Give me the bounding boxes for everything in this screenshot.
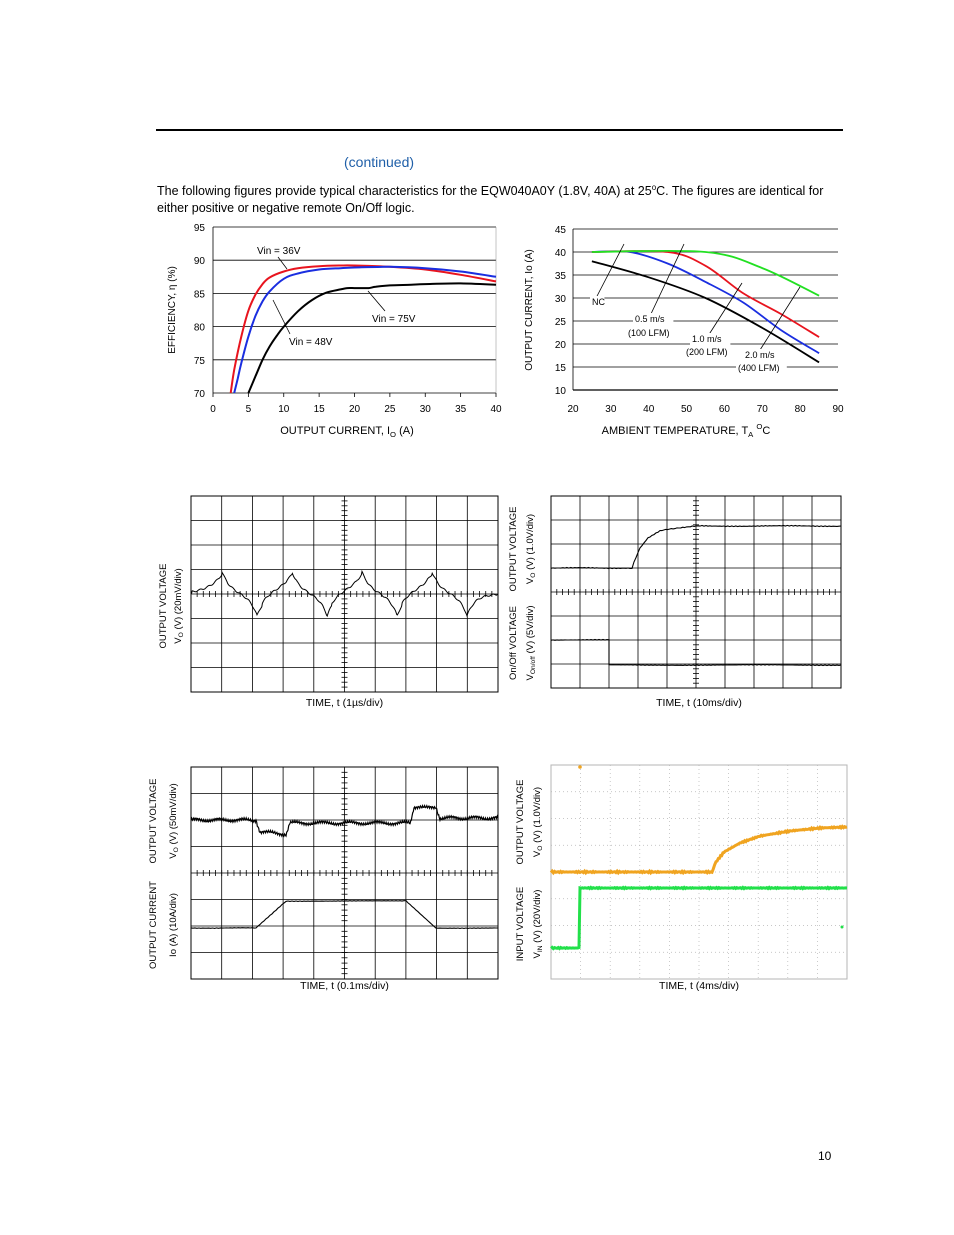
- derate-xtick-label: 90: [832, 404, 844, 415]
- eff-xtick-label: 15: [313, 404, 325, 415]
- transient-y-top-inner-part-1: O: [173, 847, 180, 853]
- intro-text-after: C. The figures are identical for either positive or negative remote On/Off logic.: [157, 184, 824, 216]
- eff-xtick-label: 20: [348, 404, 361, 415]
- inputstart-x-axis-label: TIME, t (4ms/div): [659, 980, 739, 992]
- inputstart-y-top-outer: [515, 780, 526, 865]
- startup-y-top-outer: [508, 507, 519, 592]
- eff-ytick-label: 90: [193, 256, 205, 268]
- derate-xtick-label: 20: [567, 404, 579, 415]
- derate-ytick-label: 20: [554, 340, 566, 351]
- startup-y-top-outer-part-0: OUTPUT VOLTAGE: [508, 506, 519, 592]
- startup-y-bot-inner-part-1: On/off: [530, 656, 537, 675]
- derate-label-05b: (100 LFM): [628, 328, 670, 338]
- inputstart-vo-marker: [578, 765, 582, 769]
- derate-x-axis-label-part-3: O: [756, 422, 763, 431]
- ripple-y-label-outer: [158, 564, 169, 649]
- derate-leader-10: [708, 283, 742, 336]
- derate-label-20b: (400 LFM): [738, 363, 780, 373]
- startup-x-axis-label: TIME, t (10ms/div): [656, 697, 742, 709]
- startup-y-top-inner: [525, 514, 537, 584]
- startup-y-bot-inner: [525, 606, 537, 681]
- eff-y-axis-label: [167, 266, 178, 354]
- inputstart-y-top-inner: [532, 787, 544, 857]
- derate-label-10b: (200 LFM): [686, 347, 728, 357]
- inputstart-y-bot-inner-part-2: (V) (20V/div): [532, 889, 543, 946]
- eff-ytick-label: 95: [193, 223, 205, 234]
- startup-y-bot-outer-text: [508, 606, 519, 680]
- inputstart-y-top-outer-text: [515, 780, 526, 865]
- eff-x-axis-label-part-0: OUTPUT CURRENT, I: [280, 425, 391, 437]
- transient-y-bot-inner-part-0: Io (A) (10A/div): [168, 893, 179, 957]
- derate-ytick-label: 25: [554, 317, 566, 328]
- transient-y-bot-outer: [148, 881, 159, 969]
- inputstart-y-bot-inner: [532, 890, 544, 959]
- inputstart-vin-marker: [841, 926, 844, 929]
- ripple-y-label-inner-part-2: (V) (20mV/div): [173, 568, 184, 633]
- inputstart-y-top-inner-part-1: O: [537, 845, 544, 851]
- eff-y-axis-label-text: [167, 266, 178, 354]
- derate-x-axis-label-part-0: AMBIENT TEMPERATURE, T: [601, 425, 749, 437]
- ripple-y-label-inner: [173, 568, 185, 643]
- eff-annotation-vin75: Vin = 75V: [372, 314, 416, 325]
- transient-y-bot-inner: [168, 893, 179, 957]
- derate-x-axis-label-part-4: C: [762, 425, 771, 437]
- derate-label-05a: 0.5 m/s: [635, 314, 665, 324]
- startup-y-top-inner-part-0: V: [525, 577, 536, 585]
- startup-y-bot-inner-part-2: (V) (5V/div): [525, 605, 536, 657]
- inputstart-y-top-inner-text: [532, 787, 544, 857]
- derate-series-line-2: [592, 251, 819, 337]
- ripple-x-axis-label: TIME, t (1µs/div): [305, 697, 384, 709]
- transient-y-top-outer-part-0: OUTPUT VOLTAGE: [148, 778, 159, 864]
- derate-xtick-label: 80: [794, 404, 806, 415]
- derate-label-10a: 1.0 m/s: [692, 334, 722, 344]
- transient-y-top-inner-text: [168, 783, 180, 858]
- derate-label-nc: NC: [592, 297, 605, 307]
- derate-y-axis-label-part-0: OUTPUT CURRENT, Io (A): [524, 249, 535, 371]
- transient-y-bot-outer-part-0: OUTPUT CURRENT: [148, 881, 159, 969]
- ripple-y-label-outer-text: [158, 564, 169, 649]
- derate-x-axis-label: [602, 422, 771, 439]
- startup-y-bot-inner-part-0: V: [525, 674, 536, 681]
- derate-x-axis-label-part-1: A: [748, 430, 754, 439]
- eff-ytick-label: 85: [193, 289, 205, 301]
- eff-xtick-label: 0: [210, 404, 216, 415]
- eff-annotation-vin48: Vin = 48V: [289, 337, 333, 348]
- transient-y-top-outer: [148, 779, 159, 864]
- startup-y-top-inner-part-1: O: [530, 572, 537, 578]
- derate-ytick-label: 40: [554, 248, 566, 259]
- derate-xtick-label: 40: [643, 404, 655, 415]
- inputstart-y-bot-outer: [515, 887, 526, 961]
- transient-y-top-inner-part-2: (V) (50mV/div): [168, 783, 179, 848]
- eff-ytick-label: 70: [193, 389, 205, 400]
- startup-y-top-inner-text: [525, 514, 537, 584]
- derate-ytick-label: 45: [554, 225, 566, 236]
- ripple-y-label-inner-part-0: V: [173, 637, 184, 644]
- derate-ytick-label: 35: [554, 271, 566, 282]
- transient-y-top-inner: [168, 783, 180, 858]
- transient-y-bot-outer-text: [148, 881, 159, 969]
- derate-xtick-label: 70: [756, 404, 768, 415]
- ripple-y-label-outer-part-0: OUTPUT VOLTAGE: [158, 563, 169, 649]
- derate-ytick-label: 30: [554, 294, 566, 305]
- inputstart-y-bot-inner-part-0: V: [532, 952, 543, 959]
- derate-ytick-label: 10: [554, 386, 566, 397]
- eff-annotation-leader: [278, 257, 287, 269]
- transient-y-top-outer-text: [148, 779, 159, 864]
- derate-ytick-label: 15: [554, 363, 566, 374]
- derate-series-line-3: [592, 251, 819, 296]
- derate-xtick-label: 50: [681, 404, 693, 415]
- transient-x-axis-label: TIME, t (0.1ms/div): [300, 980, 389, 992]
- eff-xtick-label: 40: [490, 404, 502, 415]
- eff-annotation-vin36: Vin = 36V: [257, 246, 301, 257]
- inputstart-y-top-inner-part-2: (V) (1.0V/div): [532, 786, 543, 846]
- inputstart-y-top-inner-part-0: V: [532, 850, 543, 858]
- inputstart-y-top-outer-part-0: OUTPUT VOLTAGE: [515, 779, 526, 865]
- continued-label: (continued): [344, 154, 415, 170]
- startup-y-top-inner-part-2: (V) (1.0V/div): [525, 513, 536, 573]
- startup-y-bot-outer: [508, 606, 519, 680]
- derate-xtick-label: 60: [718, 404, 730, 415]
- eff-xtick-label: 35: [455, 404, 467, 415]
- startup-y-top-outer-text: [508, 507, 519, 592]
- eff-ytick-label: 80: [193, 322, 205, 334]
- eff-x-axis-label: [280, 425, 414, 439]
- eff-x-axis-label-part-1: O: [390, 430, 397, 439]
- eff-annotation-leader: [368, 291, 385, 311]
- page-number: 10: [818, 1149, 832, 1163]
- startup-y-bot-outer-part-0: On/Off VOLTAGE: [508, 606, 519, 680]
- inputstart-y-bot-inner-text: [532, 890, 544, 959]
- intro-degree-sup: o: [651, 183, 657, 192]
- ripple-y-label-inner-part-1: O: [178, 632, 185, 638]
- eff-xtick-label: 30: [419, 404, 431, 415]
- intro-text-before: The following figures provide typical characteristics for the EQW040A0Y (1.8V, 40A) at 25: [157, 184, 652, 199]
- transient-y-top-inner-part-0: V: [168, 852, 179, 859]
- eff-y-axis-label-part-0: EFFICIENCY, η (%): [167, 266, 178, 354]
- ripple-y-label-inner-text: [173, 568, 185, 643]
- eff-x-axis-label-part-2: (A): [396, 425, 414, 437]
- eff-series-line-1: [234, 267, 496, 393]
- inputstart-y-bot-inner-part-1: IN: [537, 945, 544, 953]
- eff-series-line-2: [248, 283, 496, 393]
- startup-y-bot-inner-text: [525, 606, 537, 681]
- inputstart-y-bot-outer-part-0: INPUT VOLTAGE: [515, 886, 526, 962]
- derate-y-axis-label-text: [524, 249, 535, 371]
- inputstart-y-bot-outer-text: [515, 887, 526, 961]
- eff-xtick-label: 25: [384, 404, 396, 415]
- eff-xtick-label: 10: [278, 404, 290, 415]
- transient-y-bot-inner-text: [168, 893, 179, 957]
- derate-xtick-label: 30: [605, 404, 617, 415]
- eff-series-line-0: [231, 265, 496, 393]
- derate-y-axis-label: [524, 249, 535, 371]
- derate-label-20a: 2.0 m/s: [745, 350, 775, 360]
- eff-xtick-label: 5: [245, 404, 252, 415]
- eff-ytick-label: 75: [193, 355, 205, 367]
